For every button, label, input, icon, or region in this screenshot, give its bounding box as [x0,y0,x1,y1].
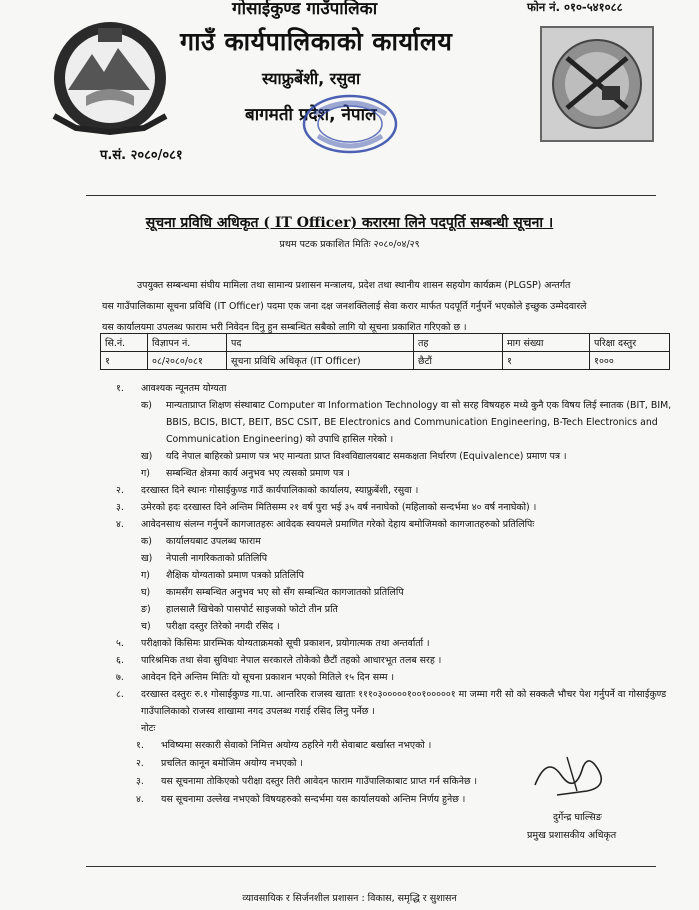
table-header-row [101,334,670,352]
col-header-fee: परिक्षा दस्तुर [590,334,670,352]
col-header-level: तह [414,334,503,352]
item-text: उमेरको हदः दरखास्त दिने अन्तिम मितिसम्म २१ वर्ष पुरा भई ३५ वर्ष ननाघेको (महिलाको सन्दर्भमा ४० वर्ष ननाघेको) । [141,502,537,513]
municipality-name: गोसाईकुण्ड गाउँपालिका [232,0,378,19]
note-text: यस सूचनामा तोकिएको परीक्षा दस्तुर तिरी आवेदन फाराम गाउँपालिकाबाट प्राप्त गर्न सकिनेछ । [161,776,478,787]
sub-item: ग) सम्बन्धित क्षेत्रमा कार्य अनुभव भए त्यसको प्रमाण पत्र । [141,465,676,482]
publication-date: प्रथम पटक प्रकाशित मितिः २०८०/०४/२९ [279,239,420,250]
signer-title: प्रमुख प्रशासकीय अधिकृत [527,830,617,841]
cell-ad-no: ०८/२०८०/०८१ [148,352,227,370]
note-label-row [116,720,676,737]
item-text: परीक्षाको किसिमः प्रारम्भिक योग्यताक्रमको सूची प्रकाशन, प्रयोगात्मक तथा अन्तर्वार्ता । [141,638,430,649]
sub-item: ख) नेपाली नागरिकताको प्रतिलिपि [141,550,676,567]
note-text: भविष्यमा सरकारी सेवाको निमित्त अयोग्य ठहरिने गरी सेवाबाट बर्खास्त नभएको । [161,740,432,751]
footer-divider [86,866,656,867]
note-item: २. प्रचलित कानून बमोजिम अयोग्य नभएको । [136,755,676,773]
item-text: दरखास्त दिने स्थानः गोसाईकुण्ड गाउँ कार्यपालिकाको कार्यालय, स्याफ्रुबेंशी, रसुवा । [141,485,419,496]
cell-fee: १००० [590,352,670,370]
phone-number: फोन नं. ०१०-५४१०८८ [527,0,623,14]
sub-item-text: मान्यताप्राप्त शिक्षण संस्थाबाट Computer वा Information Technology वा सो सरह विषयहरु मध्ये कुनै एक विषय लिई स्नातक (BIT, BIM, BBIS, BCIS, BICT, BEIT, BSC CSIT, BE Electronics and Communication Engineering, B-Tech Electronics and Communication Engineering) को उपाधि हासिल गरेको । [166,400,672,445]
sub-item: क) कार्यालयबाट उपलब्ध फाराम [141,533,676,550]
list-item: ८. दरखास्त दस्तुरः रु.१ गोसाईकुण्ड गा.पा. आन्तरिक राजस्व खाताः १११०३०००००१००१०००००१ मा जम्मा गरी सो को सक्कलै भौचर पेश गर्नुपर्ने वा गोसाईकुण्ड गाउँपालिकाको राजस्व शाखामा नगद उपलब्ध गराई रसिद लिनु पर्नेछ । [116,686,676,720]
sub-item-text: यदि नेपाल बाहिरको प्रमाण पत्र भए मान्यता प्राप्त विश्वविद्यालयबाट समकक्षता निर्धारण (Equivalence) प्रमाण पत्र । [166,451,567,462]
position-table [100,333,670,370]
intro-line: उपयुक्त सम्बन्धमा संघीय मामिला तथा सामान्य प्रशासन मन्त्रालय, प्रदेश तथा स्थानीय शासन सहयोग कार्यक्रम (PLGSP) अन्तर्गत [137,280,571,291]
col-header-demand: माग संख्या [503,334,590,352]
sub-item-text: कार्यालयबाट उपलब्ध फाराम [166,536,261,547]
office-location: स्याफ्रुबेंशी, रसुवा [262,69,361,88]
footer-motto: व्यावसायिक र सिर्जनशील प्रशासन : विकास, समृद्धि र सुशासन [242,893,457,904]
list-item: १. आवश्यक न्यूनतम योग्यता [116,380,676,397]
list-item: ७. आवेदन दिने अन्तिम मितिः यो सूचना प्रकाशन भएको मितिले १५ दिन सम्म । [116,669,676,686]
municipality-logo-frame [540,26,654,142]
list-item: २. दरखास्त दिने स्थानः गोसाईकुण्ड गाउँ कार्यपालिकाको कार्यालय, स्याफ्रुबेंशी, रसुवा । [116,482,676,499]
list-item: ३. उमेरको हदः दरखास्त दिने अन्तिम मितिसम्म २१ वर्ष पुरा भई ३५ वर्ष ननाघेको (महिलाको सन्दर्भमा ४० वर्ष ननाघेको) । [116,499,676,516]
cell-level: छैटौं [414,352,503,370]
province-name: बागमती प्रदेश, नेपाल [245,105,377,125]
office-seal-stamp [300,92,400,160]
list-item: ४. आवेदनसाथ संलग्न गर्नुपर्ने कागजातहरुः आवेदक स्वयमले प्रमाणित गरेको देहाय बमोजिमको कागजातहरुको प्रतिलिपिः [116,516,676,533]
sub-item-text: सम्बन्धित क्षेत्रमा कार्य अनुभव भए त्यसको प्रमाण पत्र । [166,468,350,479]
item-text: पारिश्रमिक तथा सेवा सुविधाः नेपाल सरकारले तोकेको छैटौं तहको आधारभूत तलब सरह । [141,655,442,666]
sub-item-text: शैक्षिक योग्यताको प्रमाण पत्रको प्रतिलिपि [166,570,304,581]
sub-item: क) मान्यताप्राप्त शिक्षण संस्थाबाट Computer वा Information Technology वा सो सरह विषयहरु मध्ये कुनै एक विषय लिई स्नातक (BIT, BIM, BBIS, BCIS, BICT, BEIT, BSC CSIT, BE Electronics and Communication Engineering, B-Tech Electronics and Communication Engineering) को उपाधि हासिल गरेको । [141,397,676,448]
signer-name: दुर्गेन्द्र घाल्सिङ [553,812,602,823]
sub-item: ङ) हालसालै खिचेको पासपोर्ट साइजको फोटो तीन प्रति [141,601,676,618]
handwritten-signature [527,745,617,809]
note-text: यस सूचनामा उल्लेख नभएको विषयहरुको सन्दर्भमा यस कार्यालयको अन्तिम निर्णय हुनेछ । [161,794,466,805]
item-text: दरखास्त दस्तुरः रु.१ गोसाईकुण्ड गा.पा. आन्तरिक राजस्व खाताः १११०३०००००१००१०००००१ मा जम्मा गरी सो को सक्कलै भौचर पेश गर्नुपर्ने वा गोसाईकुण्ड गाउँपालिकाको राजस्व शाखामा नगद उपलब्ध गराई रसिद लिनु पर्नेछ । [141,689,667,717]
sub-item-text: परीक्षा दस्तुर तिरेको नगदी रसिद । [166,621,280,632]
notice-title: सूचना प्रविधि अधिकृत ( IT Officer) करारमा लिने पदपूर्ति सम्बन्धी सूचना । [145,215,554,231]
nepal-emblem-logo [46,20,174,142]
reference-number: प.सं. २०८०/०८१ [100,148,183,163]
intro-line: यस कार्यालयमा उपलब्ध फाराम भरी निवेदन दिनु हुन सम्बन्धित सबैको लागि यो सूचना प्रकाशित गरिएको छ । [102,322,467,333]
sub-item-text: नेपाली नागरिकताको प्रतिलिपि [166,553,268,564]
note-item: ३. यस सूचनामा तोकिएको परीक्षा दस्तुर तिरी आवेदन फाराम गाउँपालिकाबाट प्राप्त गर्न सकिनेछ । [136,773,676,791]
list-item: ६. पारिश्रमिक तथा सेवा सुविधाः नेपाल सरकारले तोकेको छैटौं तहको आधारभूत तलब सरह । [116,652,676,669]
list-item: ५. परीक्षाको किसिमः प्रारम्भिक योग्यताक्रमको सूची प्रकाशन, प्रयोगात्मक तथा अन्तर्वार्ता । [116,635,676,652]
note-text: प्रचलित कानून बमोजिम अयोग्य नभएको । [161,758,303,769]
col-header-post: पद [227,334,414,352]
table-row [101,352,670,370]
sub-item: च) परीक्षा दस्तुर तिरेको नगदी रसिद । [141,618,676,635]
note-label: नोटः [141,723,156,734]
note-item: १. भविष्यमा सरकारी सेवाको निमित्त अयोग्य ठहरिने गरी सेवाबाट बर्खास्त नभएको । [136,737,676,755]
item-text: आवेदनसाथ संलग्न गर्नुपर्ने कागजातहरुः आवेदक स्वयमले प्रमाणित गरेको देहाय बमोजिमको कागजातहरुको प्रतिलिपिः [141,519,535,530]
intro-paragraph [102,275,670,338]
sub-item: घ) कामसँग सम्बन्धित अनुभव भए सो सँग सम्बन्धित कागजातको प्रतिलिपि [141,584,676,601]
cell-sn: १ [101,352,148,370]
cell-demand: १ [503,352,590,370]
item-text: आवश्यक न्यूनतम योग्यता [141,383,227,394]
col-header-sn: सि.नं. [101,334,148,352]
header-divider [86,195,656,196]
sub-item: ख) यदि नेपाल बाहिरको प्रमाण पत्र भए मान्यता प्राप्त विश्वविद्यालयबाट समकक्षता निर्धारण (Equivalence) प्रमाण पत्र । [141,448,676,465]
note-item: ४. यस सूचनामा उल्लेख नभएको विषयहरुको सन्दर्भमा यस कार्यालयको अन्तिम निर्णय हुनेछ । [136,791,676,809]
sub-item: ग) शैक्षिक योग्यताको प्रमाण पत्रको प्रतिलिपि [141,567,676,584]
item-text: आवेदन दिने अन्तिम मितिः यो सूचना प्रकाशन भएको मितिले १५ दिन सम्म । [141,672,395,683]
cell-post: सूचना प्रविधि अधिकृत (IT Officer) [227,352,414,370]
sub-item-text: हालसालै खिचेको पासपोर्ट साइजको फोटो तीन प्रति [166,604,338,615]
intro-line: यस गाउँपालिकामा सूचना प्रविधि (IT Officer) पदमा एक जना दक्ष जनशक्तिलाई सेवा करार मार्फत पदपूर्ति गर्नुपर्ने भएकोले इच्छुक उम्मेदवारले [102,301,587,312]
sub-item-text: कामसँग सम्बन्धित अनुभव भए सो सँग सम्बन्धित कागजातको प्रतिलिपि [166,587,404,598]
col-header-ad-no: विज्ञापन नं. [148,334,227,352]
office-title: गाउँ कार्यपालिकाको कार्यालय [180,27,453,56]
